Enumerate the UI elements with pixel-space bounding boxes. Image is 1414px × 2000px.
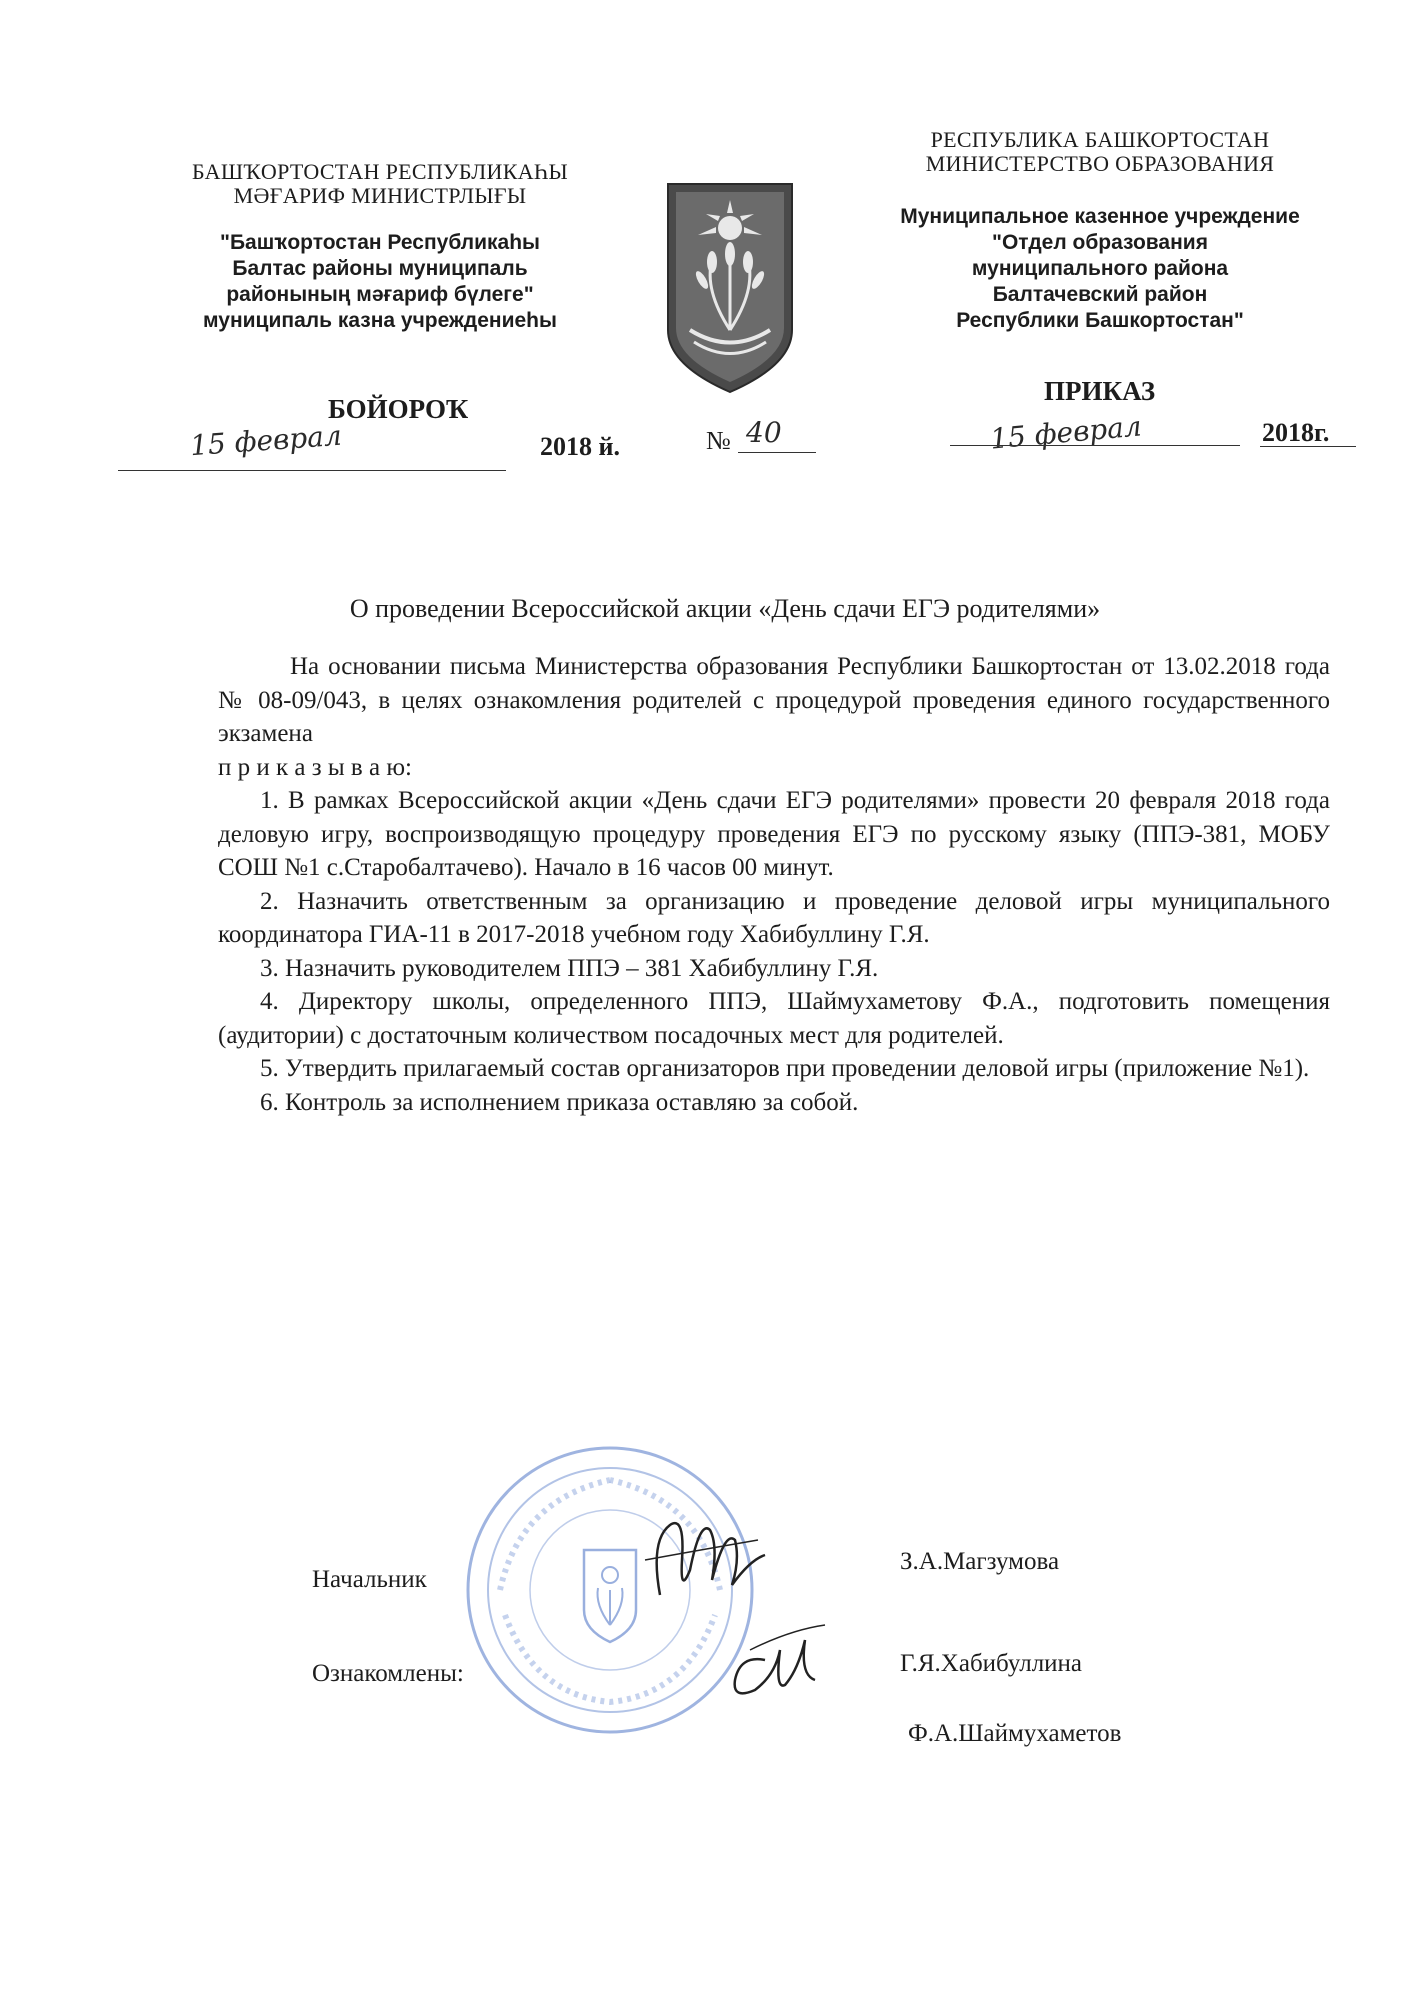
number-label: № <box>706 426 731 455</box>
chief-name: З.А.Магзумова <box>900 1548 1060 1575</box>
chief-signature <box>640 1500 770 1610</box>
order-number-handwritten: 40 <box>746 416 782 449</box>
order-item: 6. Контроль за исполнением приказа оставляю за собой. <box>260 1088 859 1116</box>
document-title: О проведении Всероссийской акции «День сдачи ЕГЭ родителями» <box>349 594 1101 623</box>
ministry-name-bashkir-1: БАШҠОРТОСТАН РЕСПУБЛИКАҺЫ <box>192 159 568 184</box>
org-line: районының мәғариф бүлеге" <box>226 283 534 306</box>
ministry-name-russian-1: РЕСПУБЛИКА БАШКОРТОСТАН <box>930 127 1270 152</box>
order-word-russian: ПРИКАЗ <box>1044 376 1156 406</box>
document-body <box>218 650 1330 1119</box>
year-left: 2018 й. <box>540 432 620 461</box>
ministry-name-russian-2: МИНИСТЕРСТВО ОБРАЗОВАНИЯ <box>925 151 1275 176</box>
date-underline-right <box>950 445 1240 446</box>
org-line: Балтачевский район <box>992 283 1208 306</box>
order-item: 3. Назначить руководителем ППЭ – 381 Хабибуллину Г.Я. <box>260 954 879 982</box>
ministry-name-bashkir-2: МӘҒАРИФ МИНИСТРЛЫҒЫ <box>233 183 527 208</box>
order-verb: п р и к а з ы в а ю: <box>218 753 412 781</box>
order-item: 4. Директору школы, определенного ППЭ, Шаймухаметову Ф.А., подготовить помещения (аудитории) с достаточным количеством посадочных мест для родителей. <box>218 988 1330 1049</box>
date-underline-left <box>118 470 506 471</box>
org-line: муниципаль казна учреждениеһы <box>203 309 557 332</box>
org-line: муниципального района <box>971 257 1229 280</box>
acquainted-signature <box>720 1620 830 1710</box>
header-right <box>860 128 1340 334</box>
acquainted-name: Г.Я.Хабибуллина <box>900 1650 1083 1677</box>
chief-label: Начальник <box>312 1566 427 1593</box>
intro-paragraph: На основании письма Министерства образования Республики Башкортостан от 13.02.2018 года № 08-09/043, в целях ознакомления родителей с процедурой проведения единого государственного экзамена <box>218 653 1330 747</box>
order-item: 5. Утвердить прилагаемый состав организаторов при проведении деловой игры (приложение №1). <box>260 1055 1310 1082</box>
date-handwritten-right: 15 феврал <box>988 409 1143 456</box>
order-item: 2. Назначить ответственным за организацию и проведение деловой игры муниципального координатора ГИА-11 в 2017-2018 учебном году Хабибуллину Г.Я. <box>218 887 1330 948</box>
org-line: Муниципальное казенное учреждение <box>900 205 1300 228</box>
org-line: "Башҡортостан Республикаһы <box>220 231 540 254</box>
acquainted-label: Ознакомлены: <box>312 1660 464 1687</box>
year-underline-right <box>1260 446 1356 447</box>
acquainted-name: Ф.А.Шаймухаметов <box>908 1720 1122 1747</box>
order-item: 1. В рамках Всероссийской акции «День сдачи ЕГЭ родителями» провести 20 февраля 2018 года деловую игру, воспроизводящую процедуру проведения ЕГЭ по русскому языку (ППЭ-381, МОБУ СОШ №1 с.Старобалтачево). Начало в 16 часов 00 минут. <box>218 787 1330 881</box>
organization-name-russian <box>860 204 1340 334</box>
date-handwritten-left: 15 феврал <box>189 418 343 463</box>
header-left <box>150 160 610 334</box>
coat-of-arms-emblem <box>664 180 796 395</box>
number-underline <box>738 452 816 453</box>
year-right: 2018г. <box>1262 418 1330 447</box>
organization-name-bashkir <box>150 230 610 334</box>
order-word-bashkir: БОЙОРОҠ <box>328 394 469 424</box>
org-line: Республики Башкортостан" <box>956 309 1244 332</box>
org-line: Балтас районы муниципаль <box>232 257 528 280</box>
org-line: "Отдел образования <box>992 231 1208 254</box>
